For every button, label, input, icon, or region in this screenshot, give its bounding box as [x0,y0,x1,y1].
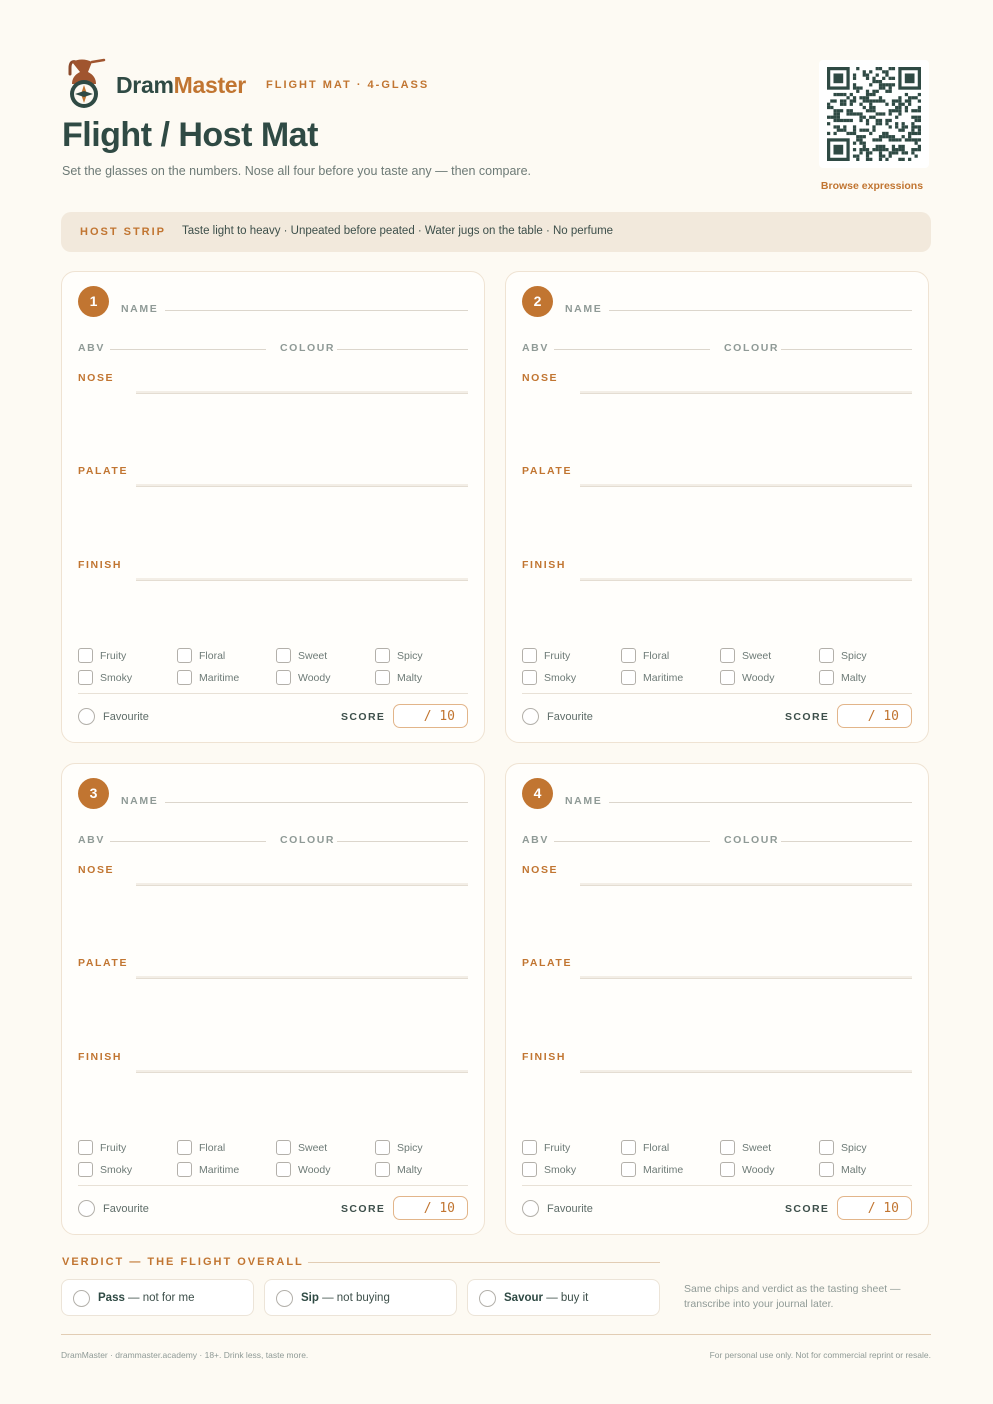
chip-floral[interactable] [621,648,716,664]
chip-maritime[interactable] [621,1162,716,1178]
chip-woody[interactable] [276,670,371,686]
checkbox-icon[interactable] [621,670,636,685]
host-strip [61,212,931,252]
finish-field[interactable] [136,1070,468,1073]
colour-label: COLOUR [280,834,336,846]
chip-sweet[interactable] [276,648,371,664]
glass-card-2 [505,271,929,743]
checkbox-icon[interactable] [78,1162,93,1177]
score-label: SCORE [341,1203,386,1215]
chip-floral[interactable] [177,1140,272,1156]
checkbox-icon[interactable] [819,670,834,685]
verdict-option-sip[interactable] [264,1279,457,1316]
chip-label: Malty [841,1164,867,1176]
glass-card-3 [61,763,485,1235]
score-input[interactable] [393,704,468,728]
radio-icon[interactable] [276,1290,293,1307]
chip-label: Spicy [841,1142,867,1154]
chip-label: Malty [397,672,423,684]
checkbox-icon[interactable] [276,1162,291,1177]
card-divider [522,1185,912,1186]
host-strip-text: Taste light to heavy · Unpeated before peated · Water jugs on the table · No perfume [182,225,614,237]
card-divider [78,1185,468,1186]
verdict-option-pass[interactable] [61,1279,254,1316]
glass-card-4 [505,763,929,1235]
favourite-radio[interactable] [78,708,95,725]
palate-field[interactable] [580,484,912,487]
chip-malty[interactable] [375,1162,470,1178]
checkbox-icon[interactable] [522,1140,537,1155]
score-label: SCORE [785,711,830,723]
glass-number-badge: 1 [78,286,109,317]
score-suffix: / 10 [423,1201,455,1216]
colour-label: COLOUR [280,342,336,354]
nose-field[interactable] [136,883,468,886]
checkbox-icon[interactable] [375,670,390,685]
checkbox-icon[interactable] [78,648,93,663]
favourite-label: Favourite [103,711,149,723]
checkbox-icon[interactable] [819,1140,834,1155]
chip-sweet[interactable] [720,1140,815,1156]
chip-label: Spicy [397,1142,423,1154]
footer-right: For personal use only. Not for commercial reprint or resale. [709,1350,931,1360]
chip-label: Fruity [100,650,127,662]
chip-spicy[interactable] [819,648,914,664]
nose-field[interactable] [580,883,912,886]
favourite-label: Favourite [103,1203,149,1215]
chip-woody[interactable] [720,1162,815,1178]
glass-number-badge: 3 [78,778,109,809]
nose-label: NOSE [522,372,559,384]
chip-malty[interactable] [819,1162,914,1178]
checkbox-icon[interactable] [720,670,735,685]
score-suffix: / 10 [867,709,899,724]
chip-floral[interactable] [621,1140,716,1156]
checkbox-icon[interactable] [819,1162,834,1177]
name-label: NAME [121,303,159,315]
colour-field[interactable] [337,349,468,350]
name-label: NAME [121,795,159,807]
score-label: SCORE [341,711,386,723]
chip-label: Sweet [298,650,328,662]
verdict-option-savour[interactable] [467,1279,660,1316]
host-strip-label: HOST STRIP [80,226,167,238]
checkbox-icon[interactable] [276,670,291,685]
chip-fruity[interactable] [78,648,173,664]
nose-label: NOSE [78,864,115,876]
radio-icon[interactable] [479,1290,496,1307]
chip-label: Floral [643,650,670,662]
verdict-savour-rest: — buy it [543,1292,589,1304]
score-suffix: / 10 [423,709,455,724]
verdict-sip-strong: Sip [301,1292,319,1304]
favourite-label: Favourite [547,711,593,723]
colour-label: COLOUR [724,342,780,354]
checkbox-icon[interactable] [522,648,537,663]
chip-malty[interactable] [375,670,470,686]
chip-smoky[interactable] [522,1162,617,1178]
qr-code-icon[interactable] [819,60,929,168]
checkbox-icon[interactable] [720,648,735,663]
chip-malty[interactable] [819,670,914,686]
header [62,58,932,198]
chip-sweet[interactable] [276,1140,371,1156]
chip-label: Maritime [199,672,240,684]
finish-label: FINISH [522,1051,567,1063]
palate-label: PALATE [78,465,129,477]
nose-field[interactable] [136,391,468,394]
card-divider [78,693,468,694]
verdict-divider [308,1262,660,1263]
chip-label: Maritime [643,672,684,684]
glass-number-badge: 4 [522,778,553,809]
abv-label: ABV [78,342,105,354]
chip-label: Fruity [544,1142,571,1154]
chip-spicy[interactable] [375,1140,470,1156]
chip-label: Floral [199,650,226,662]
verdict-sip-rest: — not buying [318,1292,390,1304]
favourite-radio[interactable] [522,1200,539,1217]
abv-field[interactable] [110,841,266,842]
favourite-label: Favourite [547,1203,593,1215]
checkbox-icon[interactable] [621,1162,636,1177]
verdict-savour-strong: Savour [504,1292,543,1304]
checkbox-icon[interactable] [621,1140,636,1155]
abv-field[interactable] [554,841,710,842]
chip-label: Floral [199,1142,226,1154]
page-subtitle: Set the glasses on the numbers. Nose all four before you taste any — then compare. [62,164,532,178]
chip-label: Smoky [100,672,133,684]
chip-label: Smoky [544,672,577,684]
finish-field[interactable] [136,578,468,581]
name-field[interactable] [609,802,912,803]
chip-spicy[interactable] [375,648,470,664]
brand-name: DramMaster [116,72,246,98]
colour-field[interactable] [781,841,912,842]
abv-field[interactable] [110,349,266,350]
chip-label: Smoky [100,1164,133,1176]
chip-fruity[interactable] [522,648,617,664]
name-field[interactable] [609,310,912,311]
abv-label: ABV [522,834,549,846]
score-suffix: / 10 [867,1201,899,1216]
colour-field[interactable] [337,841,468,842]
palate-field[interactable] [580,976,912,979]
score-input[interactable] [837,704,912,728]
name-label: NAME [565,795,603,807]
glass-card-1 [61,271,485,743]
mat-tag: FLIGHT MAT · 4-GLASS [266,79,430,91]
chip-label: Woody [298,1164,331,1176]
chip-floral[interactable] [177,648,272,664]
finish-label: FINISH [522,559,567,571]
qr-caption[interactable]: Browse expressions [820,180,924,192]
finish-field[interactable] [580,578,912,581]
verdict-title: VERDICT — THE FLIGHT OVERALL [62,1256,304,1268]
name-label: NAME [565,303,603,315]
footer-left: DramMaster · drammaster.academy · 18+. Drink less, taste more. [61,1350,309,1360]
chip-fruity[interactable] [78,1140,173,1156]
checkbox-icon[interactable] [177,670,192,685]
verdict-pass-rest: — not for me [124,1292,195,1304]
chip-label: Sweet [298,1142,328,1154]
palate-label: PALATE [522,465,573,477]
chip-smoky[interactable] [78,1162,173,1178]
chip-label: Sweet [742,1142,772,1154]
checkbox-icon[interactable] [621,648,636,663]
colour-field[interactable] [781,349,912,350]
chip-maritime[interactable] [621,670,716,686]
chip-label: Smoky [544,1164,577,1176]
chip-label: Malty [397,1164,423,1176]
abv-field[interactable] [554,349,710,350]
favourite-radio[interactable] [522,708,539,725]
checkbox-icon[interactable] [276,648,291,663]
name-field[interactable] [165,802,468,803]
palate-label: PALATE [78,957,129,969]
chip-woody[interactable] [276,1162,371,1178]
checkbox-icon[interactable] [276,1140,291,1155]
chip-label: Spicy [841,650,867,662]
chip-label: Sweet [742,650,772,662]
score-input[interactable] [393,1196,468,1220]
abv-label: ABV [78,834,105,846]
checkbox-icon[interactable] [375,1162,390,1177]
chip-label: Maritime [199,1164,240,1176]
score-input[interactable] [837,1196,912,1220]
checkbox-icon[interactable] [375,648,390,663]
checkbox-icon[interactable] [819,648,834,663]
chip-label: Woody [298,672,331,684]
card-divider [522,693,912,694]
radio-icon[interactable] [73,1290,90,1307]
checkbox-icon[interactable] [720,1162,735,1177]
checkbox-icon[interactable] [78,670,93,685]
chip-woody[interactable] [720,670,815,686]
chip-sweet[interactable] [720,648,815,664]
finish-field[interactable] [580,1070,912,1073]
verdict-note: Same chips and verdict as the tasting sheet — transcribe into your journal later. [684,1283,901,1310]
favourite-radio[interactable] [78,1200,95,1217]
colour-label: COLOUR [724,834,780,846]
chip-label: Fruity [100,1142,127,1154]
chip-label: Floral [643,1142,670,1154]
chip-maritime[interactable] [177,670,272,686]
chip-label: Woody [742,1164,775,1176]
finish-label: FINISH [78,559,123,571]
checkbox-icon[interactable] [78,1140,93,1155]
abv-label: ABV [522,342,549,354]
chip-label: Woody [742,672,775,684]
palate-label: PALATE [522,957,573,969]
footer-divider [61,1334,931,1335]
checkbox-icon[interactable] [522,1162,537,1177]
chip-maritime[interactable] [177,1162,272,1178]
nose-label: NOSE [522,864,559,876]
pot-still-compass-icon [62,58,106,110]
chip-smoky[interactable] [78,670,173,686]
glass-number-badge: 2 [522,286,553,317]
checkbox-icon[interactable] [720,1140,735,1155]
checkbox-icon[interactable] [375,1140,390,1155]
verdict-pass-strong: Pass [98,1292,125,1304]
finish-label: FINISH [78,1051,123,1063]
checkbox-icon[interactable] [177,648,192,663]
palate-field[interactable] [136,976,468,979]
chip-label: Fruity [544,650,571,662]
score-label: SCORE [785,1203,830,1215]
palate-field[interactable] [136,484,468,487]
page-title: Flight / Host Mat [62,116,318,154]
chip-label: Malty [841,672,867,684]
chip-label: Maritime [643,1164,684,1176]
checkbox-icon[interactable] [522,670,537,685]
chip-spicy[interactable] [819,1140,914,1156]
chip-fruity[interactable] [522,1140,617,1156]
checkbox-icon[interactable] [177,1140,192,1155]
nose-field[interactable] [580,391,912,394]
checkbox-icon[interactable] [177,1162,192,1177]
chip-smoky[interactable] [522,670,617,686]
chip-label: Spicy [397,650,423,662]
nose-label: NOSE [78,372,115,384]
name-field[interactable] [165,310,468,311]
